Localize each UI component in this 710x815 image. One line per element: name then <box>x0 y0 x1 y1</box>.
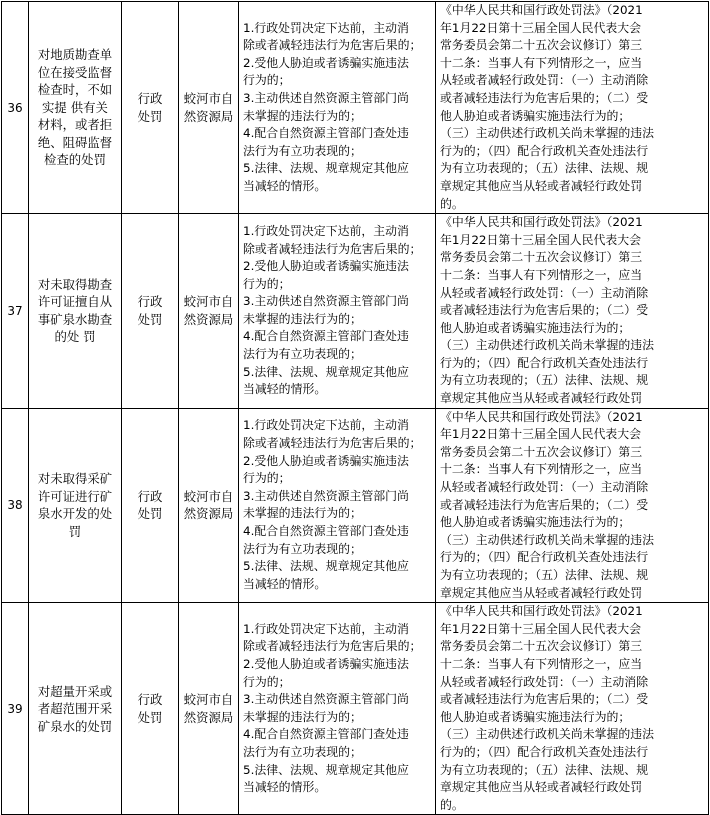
conditions-line: 未掌握的违法行为的； <box>243 108 362 123</box>
mitigation-conditions <box>239 2 436 214</box>
item-number: 38 <box>2 408 29 603</box>
basis-line: 十二条：当事人有下列情形之一，应当 <box>440 462 643 477</box>
conditions-line: 4.配合自然资源主管部门查处违 <box>243 126 409 141</box>
dept-line: 蛟河市自 <box>183 91 234 107</box>
dept-line: 蛟河市自 <box>183 294 234 310</box>
basis-line: 常务委员会第二十五次会议修订）第三 <box>440 444 643 459</box>
dept-line: 然资源局 <box>183 709 234 725</box>
item-number: 39 <box>2 603 29 815</box>
name-line: 泉水开发的处 <box>37 506 113 522</box>
basis-line: 行为的；（四）配合行政机关查处违法行 <box>440 550 649 565</box>
basis-line: 行为的；（四）配合行政机关查处违法行 <box>440 744 649 759</box>
basis-line: 为有立功表现的；（五）法律、法规、规 <box>440 161 649 176</box>
basis-line: （三）主动供述行政机关尚未掌握的违法 <box>440 532 655 547</box>
dept-line: 然资源局 <box>183 311 234 327</box>
conditions-line: 3.主动供述自然资源主管部门尚 <box>243 90 409 105</box>
conditions-line: 法行为有立功表现的； <box>243 347 362 362</box>
basis-line: 年1月22日第十三届全国人民代表大会 <box>440 20 642 35</box>
conditions-line: 行为的； <box>243 674 291 689</box>
basis-line: 从轻或者减轻行政处罚：（一）主动消除 <box>440 285 649 300</box>
legal-basis <box>436 214 709 409</box>
name-line: 事矿泉水勘查 <box>37 311 113 327</box>
basis-line: 年1月22日第十三届全国人民代表大会 <box>440 232 642 247</box>
conditions-line: 当减轻的情形。 <box>243 382 327 397</box>
name-line: 对未取得勘查 <box>37 276 113 292</box>
conditions-line: 除或者减轻违法行为危害后果的； <box>243 38 422 53</box>
conditions-line: 当减轻的情形。 <box>243 178 327 193</box>
power-type <box>122 408 179 603</box>
conditions-line: 5.法律、法规、规章规定其他应 <box>243 161 409 176</box>
basis-line: 章规定其他应当从轻或者减轻行政处罚 <box>440 178 643 193</box>
type-line: 处罚 <box>137 311 163 327</box>
conditions-line: 法行为有立功表现的； <box>243 744 362 759</box>
name-line: 检查的处罚 <box>44 152 106 168</box>
table-row <box>2 408 709 603</box>
conditions-line: 2.受他人胁迫或者诱骗实施违法 <box>243 453 409 468</box>
basis-line: （三）主动供述行政机关尚未掌握的违法 <box>440 126 655 141</box>
implementing-agency <box>179 214 239 409</box>
name-line: 对超量开采或 <box>37 683 113 699</box>
power-type <box>122 603 179 815</box>
basis-line: 年1月22日第十三届全国人民代表大会 <box>440 427 642 442</box>
conditions-line: 5.法律、法规、规章规定其他应 <box>243 364 409 379</box>
conditions-line: 3.主动供述自然资源主管部门尚 <box>243 692 409 707</box>
conditions-line: 3.主动供述自然资源主管部门尚 <box>243 294 409 309</box>
conditions-line: 2.受他人胁迫或者诱骗实施违法 <box>243 656 409 671</box>
type-line: 行政 <box>137 692 163 708</box>
basis-line: 他人胁迫或者诱骗实施违法行为的； <box>440 709 631 724</box>
conditions-line: 除或者减轻违法行为危害后果的； <box>243 241 422 256</box>
conditions-line: 1.行政处罚决定下达前，主动消 <box>243 621 409 636</box>
basis-line: 或者减轻违法行为危害后果的；（二）受 <box>440 692 649 707</box>
name-line: 对未取得采矿 <box>37 471 113 487</box>
mitigation-conditions <box>239 603 436 815</box>
name-line: 许可证进行矿 <box>37 488 113 504</box>
legal-basis <box>436 2 709 214</box>
conditions-line: 行为的； <box>243 471 291 486</box>
table-row <box>2 214 709 409</box>
basis-line: 《中华人民共和国行政处罚法》（2021 <box>440 409 643 424</box>
basis-line: 章规定其他应当从轻或者减轻行政处罚 <box>440 585 643 600</box>
basis-line: 或者减轻违法行为危害后果的；（二）受 <box>440 90 649 105</box>
legal-basis <box>436 408 709 603</box>
table-row <box>2 2 709 214</box>
basis-line: 十二条：当事人有下列情形之一，应当 <box>440 656 643 671</box>
name-line: 实提 供有关 <box>42 99 108 115</box>
item-name <box>29 603 122 815</box>
table-row <box>2 603 709 815</box>
conditions-line: 4.配合自然资源主管部门查处违 <box>243 329 409 344</box>
conditions-line: 4.配合自然资源主管部门查处违 <box>243 524 409 539</box>
conditions-line: 除或者减轻违法行为危害后果的； <box>243 436 422 451</box>
basis-line: 为有立功表现的；（五）法律、法规、规 <box>440 568 649 582</box>
conditions-line: 3.主动供述自然资源主管部门尚 <box>243 488 409 503</box>
power-type <box>122 2 179 214</box>
conditions-line: 未掌握的违法行为的； <box>243 709 362 724</box>
dept-line: 然资源局 <box>183 108 234 124</box>
conditions-line: 行为的； <box>243 276 291 291</box>
basis-line: 《中华人民共和国行政处罚法》（2021 <box>440 3 643 17</box>
conditions-line: 除或者减轻违法行为危害后果的； <box>243 639 422 654</box>
basis-line: 年1月22日第十三届全国人民代表大会 <box>440 621 642 636</box>
name-line: 检查时，不如 <box>37 82 113 98</box>
basis-line: 章规定其他应当从轻或者减轻行政处罚 <box>440 391 643 406</box>
dept-line: 蛟河市自 <box>183 488 234 504</box>
basis-line: 常务委员会第二十五次会议修订）第三 <box>440 38 643 53</box>
basis-line: 为有立功表现的；（五）法律、法规、规 <box>440 762 649 777</box>
basis-line: 他人胁迫或者诱骗实施违法行为的； <box>440 108 631 123</box>
mitigation-conditions <box>239 408 436 603</box>
basis-line: 的。 <box>440 797 464 812</box>
basis-line: 从轻或者减轻行政处罚：（一）主动消除 <box>440 480 649 495</box>
name-line: 许可证擅自从 <box>37 294 113 310</box>
item-name <box>29 408 122 603</box>
conditions-line: 行为的； <box>243 73 291 88</box>
basis-line: 章规定其他应当从轻或者减轻行政处罚 <box>440 780 643 795</box>
conditions-line: 未掌握的违法行为的； <box>243 311 362 326</box>
basis-line: 十二条：当事人有下列情形之一，应当 <box>440 267 643 282</box>
type-line: 行政 <box>137 488 163 504</box>
basis-line: 或者减轻违法行为危害后果的；（二）受 <box>440 497 649 512</box>
name-line: 矿泉水的处罚 <box>37 718 113 734</box>
basis-line: 的。 <box>440 196 464 211</box>
type-line: 行政 <box>137 91 163 107</box>
name-line: 对地质勘查单 <box>37 47 113 63</box>
conditions-line: 未掌握的违法行为的； <box>243 506 362 521</box>
basis-line: 行为的；（四）配合行政机关查处违法行 <box>440 143 649 158</box>
conditions-line: 法行为有立功表现的； <box>243 143 362 158</box>
type-line: 处罚 <box>137 506 163 522</box>
conditions-line: 2.受他人胁迫或者诱骗实施违法 <box>243 259 409 274</box>
conditions-line: 5.法律、法规、规章规定其他应 <box>243 762 409 777</box>
basis-line: 为有立功表现的；（五）法律、法规、规 <box>440 373 649 388</box>
implementing-agency <box>179 408 239 603</box>
basis-line: （三）主动供述行政机关尚未掌握的违法 <box>440 727 655 742</box>
conditions-line: 当减轻的情形。 <box>243 576 327 591</box>
conditions-line: 2.受他人胁迫或者诱骗实施违法 <box>243 55 409 70</box>
dept-line: 然资源局 <box>183 506 234 522</box>
name-line: 绝、阻碍监督 <box>37 134 113 150</box>
basis-line: 《中华人民共和国行政处罚法》（2021 <box>440 215 643 230</box>
conditions-line: 1.行政处罚决定下达前，主动消 <box>243 418 409 433</box>
implementing-agency <box>179 603 239 815</box>
implementing-agency <box>179 2 239 214</box>
basis-line: 从轻或者减轻行政处罚：（一）主动消除 <box>440 674 649 689</box>
conditions-line: 法行为有立功表现的； <box>243 541 362 556</box>
power-type <box>122 214 179 409</box>
mitigation-conditions <box>239 214 436 409</box>
basis-line: 他人胁迫或者诱骗实施违法行为的； <box>440 515 631 530</box>
basis-line: 或者减轻违法行为危害后果的；（二）受 <box>440 303 649 318</box>
penalty-items-table <box>1 1 709 815</box>
name-line: 者超范围开采 <box>37 701 113 716</box>
conditions-line: 4.配合自然资源主管部门查处违 <box>243 727 409 742</box>
name-line: 位在接受监督 <box>37 64 113 80</box>
type-line: 处罚 <box>137 709 163 725</box>
item-number: 37 <box>2 214 29 409</box>
basis-line: 十二条：当事人有下列情形之一，应当 <box>440 55 643 70</box>
item-name <box>29 214 122 409</box>
dept-line: 蛟河市自 <box>183 692 234 708</box>
basis-line: 常务委员会第二十五次会议修订）第三 <box>440 639 643 654</box>
conditions-line: 1.行政处罚决定下达前，主动消 <box>243 223 409 238</box>
name-line: 的处 罚 <box>54 329 96 345</box>
item-number: 36 <box>2 2 29 214</box>
conditions-line: 1.行政处罚决定下达前，主动消 <box>243 20 409 35</box>
basis-line: 从轻或者减轻行政处罚：（一）主动消除 <box>440 73 649 88</box>
name-line: 罚 <box>68 523 82 539</box>
basis-line: 他人胁迫或者诱骗实施违法行为的； <box>440 320 631 335</box>
type-line: 处罚 <box>137 108 163 124</box>
conditions-line: 当减轻的情形。 <box>243 780 327 795</box>
legal-basis <box>436 603 709 815</box>
name-line: 材料，或者拒 <box>37 117 113 133</box>
basis-line: 行为的；（四）配合行政机关查处违法行 <box>440 355 649 370</box>
basis-line: 常务委员会第二十五次会议修订）第三 <box>440 250 643 265</box>
basis-line: 《中华人民共和国行政处罚法》（2021 <box>440 604 643 619</box>
type-line: 行政 <box>137 294 163 310</box>
conditions-line: 5.法律、法规、规章规定其他应 <box>243 559 409 574</box>
basis-line: （三）主动供述行政机关尚未掌握的违法 <box>440 338 655 353</box>
item-name <box>29 2 122 214</box>
